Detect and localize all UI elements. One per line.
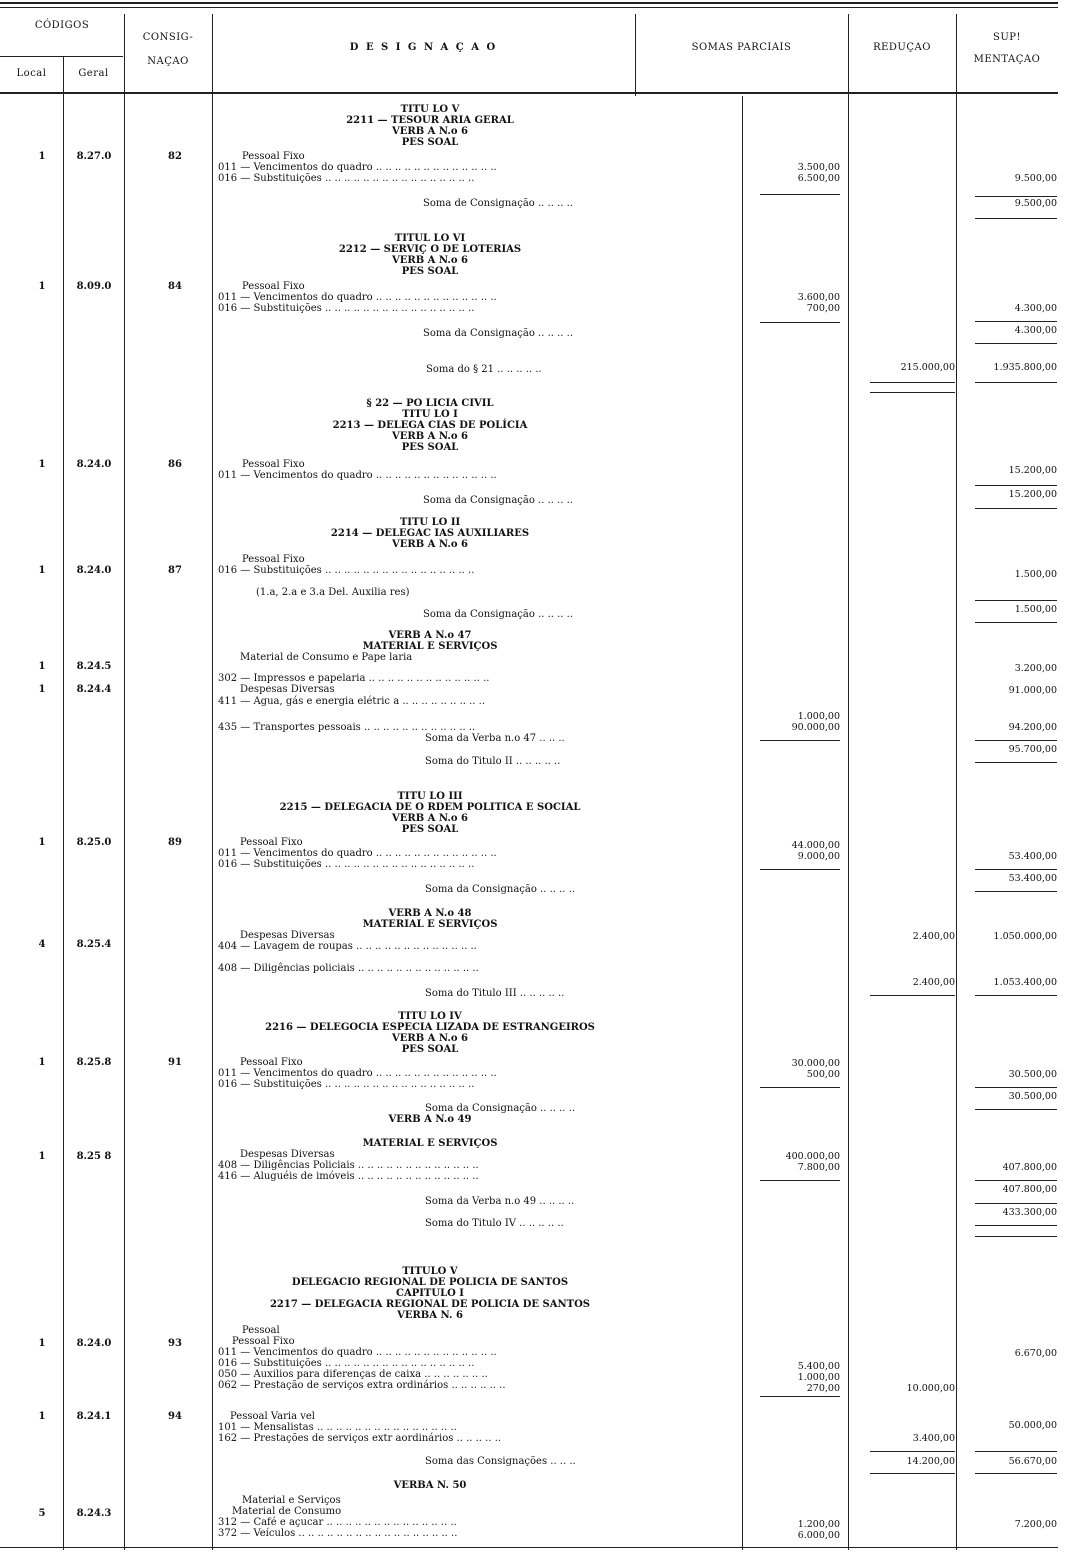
line-item-label: 416 — Aluguéis de imóveis .. .. .. .. .. .. .. .. .. .. .. .. ..	[218, 1171, 479, 1182]
suplementacao-value: 407.800,00	[1002, 1184, 1057, 1195]
section-heading: PES SOAL	[401, 1044, 459, 1055]
line-item-label: 050 — Auxilios para diferenças de caixa .. .. .. .. .. .. ..	[218, 1369, 488, 1380]
line-item-label: 411 — Agua, gás e energia elétric a .. .. .. .. .. .. .. .. ..	[218, 696, 485, 707]
reducao-value: 215.000,00	[900, 362, 955, 373]
somas-parciais-value: 30.000,00	[791, 1058, 840, 1069]
section-heading: TITU LO V	[400, 104, 460, 115]
line-item-label: Soma da Verba n.o 49 .. .. .. ..	[425, 1196, 575, 1207]
line-item-label: 011 — Vencimentos do quadro .. .. .. .. .. .. .. .. .. .. .. .. ..	[218, 470, 497, 481]
line-item-label: Soma da Consignação .. .. .. ..	[423, 328, 574, 339]
section-heading: DELEGACIO REGIONAL DE POLICIA DE SANTOS	[291, 1277, 569, 1288]
rule	[975, 869, 1057, 870]
line-item-label: 408 — Diligências policiais .. .. .. .. .. .. .. .. .. .. .. .. ..	[218, 963, 479, 974]
line-item-label: Pessoal Fixo	[242, 554, 305, 565]
rule	[975, 1225, 1057, 1226]
section-heading: CAPITULO I	[396, 1288, 464, 1299]
consignacao-number: 87	[168, 565, 182, 576]
rule	[975, 1087, 1057, 1088]
suplementacao-value: 9.500,00	[1014, 173, 1057, 184]
suplementacao-value: 30.500,00	[1008, 1069, 1057, 1080]
line-item-label: Soma da Consignação .. .. .. ..	[423, 609, 574, 620]
rule	[975, 382, 1057, 383]
section-heading: 2213 — DELEGA CIAS DE POLÍCIA	[332, 420, 528, 431]
section-heading: 2212 — SERVIÇ O DE LOTERIAS	[338, 244, 522, 255]
line-item-label: Pessoal Varia vel	[230, 1411, 315, 1422]
somas-parciais-value: 6.000,00	[797, 1530, 840, 1541]
line-item-label: Pessoal Fixo	[232, 1336, 295, 1347]
section-heading: 2215 — DELEGACIA DE O RDEM POLITICA E SOCIAL	[279, 802, 581, 813]
somas-parciais-value: 5.400,00	[797, 1361, 840, 1372]
code-geral: 8.24.0	[76, 459, 112, 470]
line-item-label: 404 — Lavagem de roupas .. .. .. .. .. .. .. .. .. .. .. .. ..	[218, 941, 477, 952]
col-divider-reducao	[956, 14, 957, 1550]
suplementacao-value: 91.000,00	[1008, 685, 1057, 696]
line-item-label: Material de Consumo e Pape laria	[240, 652, 413, 663]
section-heading: TITU LO I	[402, 409, 458, 420]
line-item-label: 062 — Prestação de serviços extra ordinários .. .. .. .. .. ..	[218, 1380, 506, 1391]
col-divider-designacao	[635, 14, 636, 96]
suplementacao-value: 15.200,00	[1008, 489, 1057, 500]
code-local: 1	[38, 1057, 46, 1068]
rule	[975, 740, 1057, 741]
code-geral: 8.24.1	[76, 1411, 112, 1422]
rule	[760, 1180, 840, 1181]
reducao-value: 2.400,00	[912, 977, 955, 988]
suplementacao-value: 1.500,00	[1014, 604, 1057, 615]
line-item-label: 011 — Vencimentos do quadro .. .. .. .. .. .. .. .. .. .. .. .. ..	[218, 1347, 497, 1358]
consignacao-number: 84	[168, 281, 182, 292]
code-geral: 8.25.8	[76, 1057, 112, 1068]
line-item-label: 435 — Transportes pessoais .. .. .. .. .. .. .. .. .. .. .. ..	[218, 722, 476, 733]
code-geral: 8.24.0	[76, 565, 112, 576]
rule	[975, 600, 1057, 601]
rule	[975, 1203, 1057, 1204]
code-geral: 8.27.0	[76, 151, 112, 162]
somas-parciais-value: 500,00	[806, 1069, 840, 1080]
line-item-label: 016 — Substituições .. .. .. .. .. .. .. .. .. .. .. .. .. .. .. ..	[218, 1079, 475, 1090]
reducao-value: 14.200,00	[906, 1456, 955, 1467]
suplementacao-value: 94.200,00	[1008, 722, 1057, 733]
code-geral: 8.24.3	[76, 1508, 112, 1519]
rule	[975, 508, 1057, 509]
code-local: 1	[38, 661, 46, 672]
code-local: 5	[38, 1508, 46, 1519]
rule	[975, 1451, 1057, 1452]
line-item-label: Despesas Diversas	[240, 1149, 335, 1160]
header-consignacao-2: NAÇAO	[147, 56, 189, 67]
suplementacao-value: 53.400,00	[1008, 873, 1057, 884]
rule	[975, 1109, 1057, 1110]
col-divider-consig	[212, 14, 213, 1550]
code-geral: 8.24.5	[76, 661, 112, 672]
somas-parciais-value: 7.800,00	[797, 1162, 840, 1173]
line-item-label: 016 — Substituições .. .. .. .. .. .. .. .. .. .. .. .. .. .. .. ..	[218, 859, 475, 870]
line-item-label: Despesas Diversas	[240, 684, 335, 695]
line-item-label: Soma das Consignações .. .. ..	[425, 1456, 576, 1467]
somas-parciais-value: 90.000,00	[791, 722, 840, 733]
header-suplementacao-2: MENTAÇAO	[973, 54, 1041, 65]
code-geral: 8.25.4	[76, 939, 112, 950]
line-item-label: 408 — Diligências Policiais .. .. .. .. .. .. .. .. .. .. .. .. ..	[218, 1160, 479, 1171]
line-item-label: Soma da Verba n.o 47 .. .. ..	[425, 733, 565, 744]
code-geral: 8.24.4	[76, 684, 112, 695]
header-rule	[0, 92, 1058, 94]
reducao-value: 10.000,00	[906, 1383, 955, 1394]
suplementacao-value: 53.400,00	[1008, 851, 1057, 862]
rule	[975, 762, 1057, 763]
suplementacao-value: 7.200,00	[1014, 1519, 1057, 1530]
rule	[870, 382, 955, 383]
rule	[760, 869, 840, 870]
section-heading: PES SOAL	[401, 137, 459, 148]
line-item-label: 016 — Substituições .. .. .. .. .. .. .. .. .. .. .. .. .. .. .. ..	[218, 173, 475, 184]
suplementacao-value: 56.670,00	[1008, 1456, 1057, 1467]
section-heading: § 22 — PO LICIA CIVIL	[366, 398, 494, 409]
rule	[760, 1087, 840, 1088]
line-item-label: Material de Consumo	[232, 1506, 342, 1517]
rule	[975, 1236, 1057, 1237]
suplementacao-value: 6.670,00	[1014, 1348, 1057, 1359]
section-heading: MATERIAL E SERVIÇOS	[362, 919, 498, 930]
top-rule	[0, 2, 1058, 4]
rule	[870, 392, 955, 393]
somas-parciais-value: 1.000,00	[797, 1372, 840, 1383]
rule	[975, 1473, 1057, 1474]
code-local: 4	[38, 939, 46, 950]
consignacao-number: 82	[168, 151, 182, 162]
suplementacao-value: 407.800,00	[1002, 1162, 1057, 1173]
code-local: 1	[38, 281, 46, 292]
section-heading: 2214 — DELEGAC IAS AUXILIARES	[330, 528, 530, 539]
line-item-label: 011 — Vencimentos do quadro .. .. .. .. .. .. .. .. .. .. .. .. ..	[218, 162, 497, 173]
code-geral: 8.24.0	[76, 1338, 112, 1349]
rule	[760, 322, 840, 323]
line-item-label: Pessoal Fixo	[240, 1057, 303, 1068]
rule	[975, 196, 1057, 197]
suplementacao-value: 4.300,00	[1014, 325, 1057, 336]
line-item-label: Soma de Consignação .. .. .. ..	[423, 198, 573, 209]
rule	[975, 891, 1057, 892]
suplementacao-value: 95.700,00	[1008, 744, 1057, 755]
section-heading: PES SOAL	[401, 824, 459, 835]
code-local: 1	[38, 1151, 46, 1162]
code-local: 1	[38, 1411, 46, 1422]
rule	[975, 1180, 1057, 1181]
consignacao-number: 93	[168, 1338, 182, 1349]
section-heading: TITULO V	[402, 1266, 458, 1277]
code-local: 1	[38, 1338, 46, 1349]
rule	[975, 343, 1057, 344]
reducao-value: 2.400,00	[912, 931, 955, 942]
code-geral: 8.25 8	[76, 1151, 112, 1162]
consignacao-number: 91	[168, 1057, 182, 1068]
code-local: 1	[38, 684, 46, 695]
header-suplementacao-1: SUP!	[992, 32, 1022, 43]
suplementacao-value: 30.500,00	[1008, 1091, 1057, 1102]
rule	[760, 740, 840, 741]
rule	[870, 995, 955, 996]
suplementacao-value: 1.050.000,00	[993, 931, 1057, 942]
section-heading: VERB A N.o 6	[392, 255, 468, 266]
line-item-label: Pessoal Fixo	[242, 281, 305, 292]
section-heading: VERB A N.o 6	[392, 1033, 468, 1044]
somas-parciais-value: 1.200,00	[797, 1519, 840, 1530]
rule	[975, 485, 1057, 486]
section-heading: 2217 — DELEGACIA REGIONAL DE POLICIA DE SANTOS	[269, 1299, 591, 1310]
code-local: 1	[38, 459, 46, 470]
consignacao-number: 94	[168, 1411, 182, 1422]
line-item-label: (1.a, 2.a e 3.a Del. Auxilia res)	[256, 587, 410, 598]
code-geral: 8.25.0	[76, 837, 112, 848]
somas-parciais-value: 3.500,00	[797, 162, 840, 173]
header-local: Local	[16, 68, 47, 79]
line-item-label: Despesas Diversas	[240, 930, 335, 941]
line-item-label: 302 — Impressos e papelaria .. .. .. .. .. .. .. .. .. .. .. .. ..	[218, 673, 490, 684]
section-heading: VERB A N.o 6	[392, 539, 468, 550]
line-item-label: Soma da Consignação .. .. .. ..	[425, 1103, 576, 1114]
line-item-label: Soma da Consignação .. .. .. ..	[423, 495, 574, 506]
col-divider-geral	[124, 14, 125, 1550]
header-geral: Geral	[78, 68, 109, 79]
suplementacao-value: 3.200,00	[1014, 663, 1057, 674]
code-local: 1	[38, 837, 46, 848]
section-heading: VERBA N. 50	[393, 1480, 467, 1491]
line-item-label: Soma do Titulo IV .. .. .. .. ..	[425, 1218, 564, 1229]
line-item-label: Soma do Titulo III .. .. .. .. ..	[425, 988, 565, 999]
line-item-label: 312 — Café e açucar .. .. .. .. .. .. .. .. .. .. .. .. .. ..	[218, 1517, 457, 1528]
suplementacao-value: 9.500,00	[1014, 198, 1057, 209]
suplementacao-value: 15.200,00	[1008, 465, 1057, 476]
reducao-value: 3.400,00	[912, 1433, 955, 1444]
section-heading: 2211 — TESOUR ARIA GERAL	[346, 115, 514, 126]
top-rule-inner	[0, 7, 1058, 8]
line-item-label: Pessoal Fixo	[242, 151, 305, 162]
section-heading: TITU LO II	[399, 517, 461, 528]
bottom-rule	[0, 1547, 1058, 1548]
line-item-label: 016 — Substituições .. .. .. .. .. .. .. .. .. .. .. .. .. .. .. ..	[218, 303, 475, 314]
rule	[760, 194, 840, 195]
suplementacao-value: 1.935.800,00	[993, 362, 1057, 373]
code-local: 1	[38, 565, 46, 576]
code-geral: 8.09.0	[76, 281, 112, 292]
line-item-label: Soma do Titulo II .. .. .. .. ..	[425, 756, 561, 767]
suplementacao-value: 50.000,00	[1008, 1420, 1057, 1431]
line-item-label: 011 — Vencimentos do quadro .. .. .. .. .. .. .. .. .. .. .. .. ..	[218, 292, 497, 303]
consignacao-number: 86	[168, 459, 182, 470]
line-item-label: 011 — Vencimentos do quadro .. .. .. .. .. .. .. .. .. .. .. .. ..	[218, 848, 497, 859]
section-heading: VERB A N.o 6	[392, 126, 468, 137]
line-item-label: 016 — Substituições .. .. .. .. .. .. .. .. .. .. .. .. .. .. .. ..	[218, 1358, 475, 1369]
section-heading: TITU LO III	[397, 791, 463, 802]
suplementacao-value: 433.300,00	[1002, 1207, 1057, 1218]
section-heading: PES SOAL	[401, 442, 459, 453]
code-local: 1	[38, 151, 46, 162]
section-heading: TITUL LO VI	[394, 233, 466, 244]
somas-parciais-value: 3.600,00	[797, 292, 840, 303]
section-heading: 2216 — DELEGOCIA ESPECIA LIZADA DE ESTRANGEIROS	[265, 1022, 595, 1033]
line-item-label: Pessoal Fixo	[240, 837, 303, 848]
rule	[975, 218, 1057, 219]
line-item-label: 162 — Prestações de serviços extr aordinários .. .. .. .. ..	[218, 1433, 502, 1444]
col-divider-somas	[848, 14, 849, 1550]
section-heading: VERB A N.o 6	[392, 431, 468, 442]
suplementacao-value: 1.500,00	[1014, 569, 1057, 580]
line-item-label: Soma do § 21 .. .. .. .. ..	[426, 364, 542, 375]
rule	[975, 622, 1057, 623]
codigos-subrule	[0, 56, 123, 57]
col-divider-somas-body	[742, 96, 743, 1550]
line-item-label: Pessoal	[242, 1325, 280, 1336]
rule	[760, 1396, 840, 1397]
consignacao-number: 89	[168, 837, 182, 848]
somas-parciais-value: 400.000,00	[785, 1151, 840, 1162]
suplementacao-value: 1.053.400,00	[993, 977, 1057, 988]
section-heading: MATERIAL E SERVIÇOS	[362, 641, 498, 652]
header-designacao: D E S I G N A Ç A O	[349, 42, 498, 53]
somas-parciais-value: 44.000,00	[791, 840, 840, 851]
somas-parciais-value: 270,00	[806, 1383, 840, 1394]
somas-parciais-value: 9.000,00	[797, 851, 840, 862]
section-heading: VERB A N.o 49	[388, 1114, 472, 1125]
section-heading: MATERIAL E SERVIÇOS	[362, 1138, 498, 1149]
header-reducao: REDUÇAO	[873, 42, 931, 53]
somas-parciais-value: 1.000,00	[797, 711, 840, 722]
somas-parciais-value: 700,00	[806, 303, 840, 314]
rule	[975, 321, 1057, 322]
rule	[975, 995, 1057, 996]
line-item-label: Soma da Consignação .. .. .. ..	[425, 884, 576, 895]
header-codigos: CÓDIGOS	[34, 20, 90, 31]
rule	[870, 1451, 955, 1452]
line-item-label: 372 — Veículos .. .. .. .. .. .. .. .. .. .. .. .. .. .. .. .. ..	[218, 1528, 458, 1539]
section-heading: VERBA N. 6	[397, 1310, 463, 1321]
line-item-label: 011 — Vencimentos do quadro .. .. .. .. .. .. .. .. .. .. .. .. ..	[218, 1068, 497, 1079]
line-item-label: Pessoal Fixo	[242, 459, 305, 470]
header-somas-parciais: SOMAS PARCIAIS	[691, 42, 792, 53]
header-consignacao-1: CONSIG-	[142, 32, 194, 43]
section-heading: PES SOAL	[401, 266, 459, 277]
suplementacao-value: 4.300,00	[1014, 303, 1057, 314]
line-item-label: Material e Serviços	[242, 1495, 341, 1506]
section-heading: VERB A N.o 47	[388, 630, 472, 641]
somas-parciais-value: 6.500,00	[797, 173, 840, 184]
line-item-label: 016 — Substituições .. .. .. .. .. .. .. .. .. .. .. .. .. .. .. ..	[218, 565, 475, 576]
section-heading: VERB A N.o 6	[392, 813, 468, 824]
rule	[870, 1473, 955, 1474]
line-item-label: 101 — Mensalistas .. .. .. .. .. .. .. .. .. .. .. .. .. .. ..	[218, 1422, 457, 1433]
section-heading: VERB A N.o 48	[388, 908, 472, 919]
section-heading: TITU LO IV	[398, 1011, 462, 1022]
